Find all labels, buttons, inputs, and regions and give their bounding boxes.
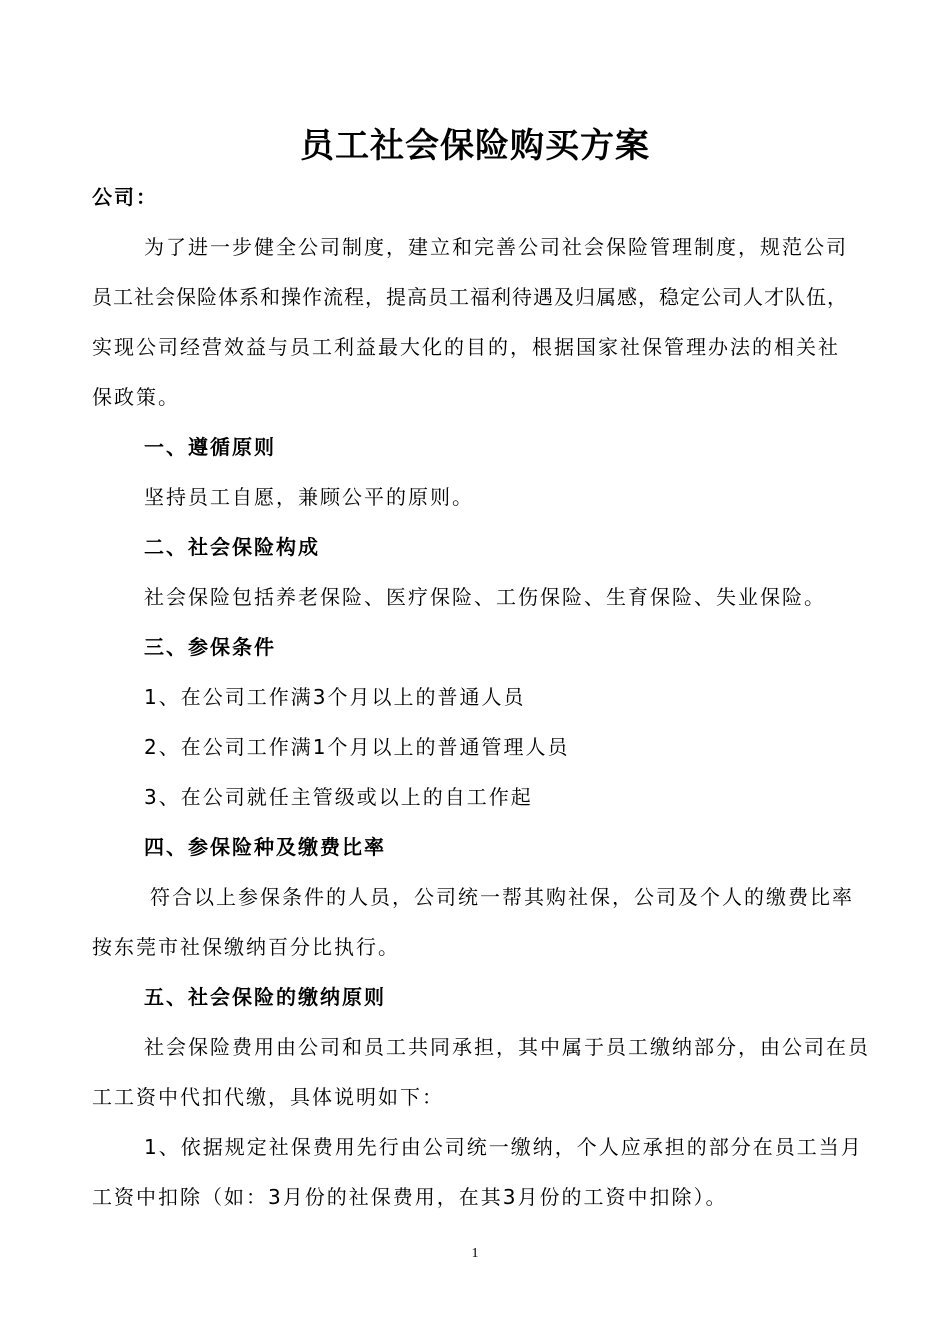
section-heading: 一、遵循原则 (144, 435, 276, 459)
document-title: 员工社会保险购买方案 (300, 126, 650, 166)
section-heading: 五、社会保险的缴纳原则 (144, 985, 386, 1009)
section-text: 按东莞市社保缴纳百分比执行。 (92, 935, 400, 959)
section-text: 1、在公司工作满3个月以上的普通人员 (144, 685, 526, 709)
section-text: 2、在公司工作满1个月以上的普通管理人员 (144, 735, 570, 759)
salutation: 公司： (92, 185, 158, 209)
section-text: 工资中扣除（如：3月份的社保费用，在其3月份的工资中扣除）。 (92, 1185, 728, 1209)
intro-line: 保政策。 (92, 385, 180, 409)
section-text: 社会保险包括养老保险、医疗保险、工伤保险、生育保险、失业保险。 (144, 585, 826, 609)
section-text: 3、在公司就任主管级或以上的自工作起 (144, 785, 533, 809)
section-text: 符合以上参保条件的人员，公司统一帮其购社保，公司及个人的缴费比率 (150, 885, 854, 909)
section-heading: 三、参保条件 (144, 635, 276, 659)
intro-line: 员工社会保险体系和操作流程，提高员工福利待遇及归属感，稳定公司人才队伍， (92, 285, 848, 309)
section-text: 坚持员工自愿，兼顾公平的原则。 (144, 485, 474, 509)
section-text: 社会保险费用由公司和员工共同承担，其中属于员工缴纳部分，由公司在员 (144, 1035, 870, 1059)
intro-line: 实现公司经营效益与员工利益最大化的目的，根据国家社保管理办法的相关社 (92, 335, 840, 359)
section-heading: 二、社会保险构成 (144, 535, 320, 559)
section-heading: 四、参保险种及缴费比率 (144, 835, 386, 859)
section-text: 工工资中代扣代缴，具体说明如下： (92, 1085, 444, 1109)
page-number: 1 (471, 1246, 479, 1261)
section-text: 1、依据规定社保费用先行由公司统一缴纳，个人应承担的部分在员工当月 (144, 1135, 863, 1159)
intro-line: 为了进一步健全公司制度，建立和完善公司社会保险管理制度，规范公司 (144, 235, 848, 259)
